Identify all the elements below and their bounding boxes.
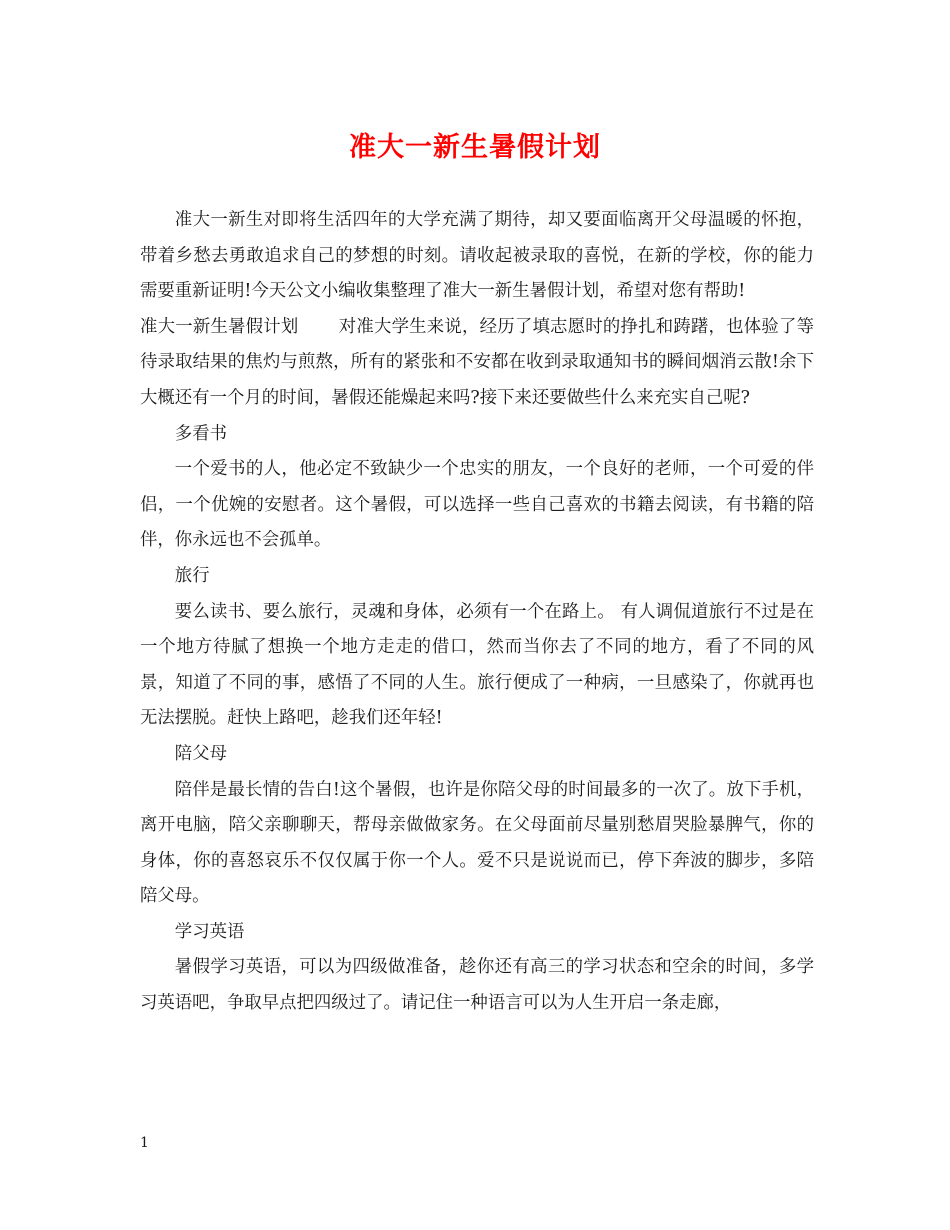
plan-paragraph bbox=[140, 310, 814, 417]
plan-label: 准大一新生暑假计划 bbox=[140, 316, 299, 337]
section-heading-read: 多看书 bbox=[174, 423, 227, 444]
plan-text: 对准大学生来说，经历了填志愿时的挣扎和踌躇，也体验了等待录取结果的焦灼与煎熬，所有的紧张和不安都在收到录取通知书的瞬间烟消云散!余下大概还有一个月的时间，暑假还能燥起来吗?接下来还要做些什么来充实自己呢? bbox=[140, 316, 814, 408]
parents-paragraph: 陪伴是最长情的告白!这个暑假，也许是你陪父母的时间最多的一次了。放下手机，离开电脑，陪父亲聊聊天，帮母亲做做家务。在父母面前尽量别愁眉哭脸暴脾气，你的身体，你的喜怒哀乐不仅仅属于你一个人。爱不只是说说而已，停下奔波的脚步，多陪陪父母。 bbox=[140, 779, 814, 907]
intro-paragraph: 准大一新生对即将生活四年的大学充满了期待，却又要面临离开父母温暖的怀抱，带着乡愁去勇敢追求自己的梦想的时刻。请收起被录取的喜悦，在新的学校，你的能力需要重新证明!今天公文小编收集整理了准大一新生暑假计划，希望对您有帮助! bbox=[140, 210, 814, 302]
travel-paragraph: 要么读书、要么旅行，灵魂和身体，必须有一个在路上。 有人调侃道旅行不过是在一个地方待腻了想换一个地方走走的借口，然而当你去了不同的地方，看了不同的风景，知道了不同的事，感悟了不同的人生。旅行便成了一种病，一旦感染了，你就再也无法摆脱。赶快上路吧，趁我们还年轻! bbox=[140, 601, 814, 729]
document-title: 准大一新生暑假计划 bbox=[349, 132, 601, 163]
page-number: 1 bbox=[140, 1135, 149, 1151]
document-body bbox=[140, 203, 814, 1022]
section-heading-english: 学习英语 bbox=[174, 921, 245, 942]
english-paragraph: 暑假学习英语，可以为四级做准备，趁你还有高三的学习状态和空余的时间，多学习英语吧，争取早点把四级过了。请记住一种语言可以为人生开启一条走廊， bbox=[140, 957, 814, 1014]
read-paragraph: 一个爱书的人，他必定不致缺少一个忠实的朋友，一个良好的老师，一个可爱的伴侣，一个优婉的安慰者。这个暑假，可以选择一些自己喜欢的书籍去阅读，有书籍的陪伴，你永远也不会孤单。 bbox=[140, 459, 814, 551]
section-heading-parents: 陪父母 bbox=[174, 743, 227, 764]
section-heading-travel: 旅行 bbox=[174, 565, 210, 586]
